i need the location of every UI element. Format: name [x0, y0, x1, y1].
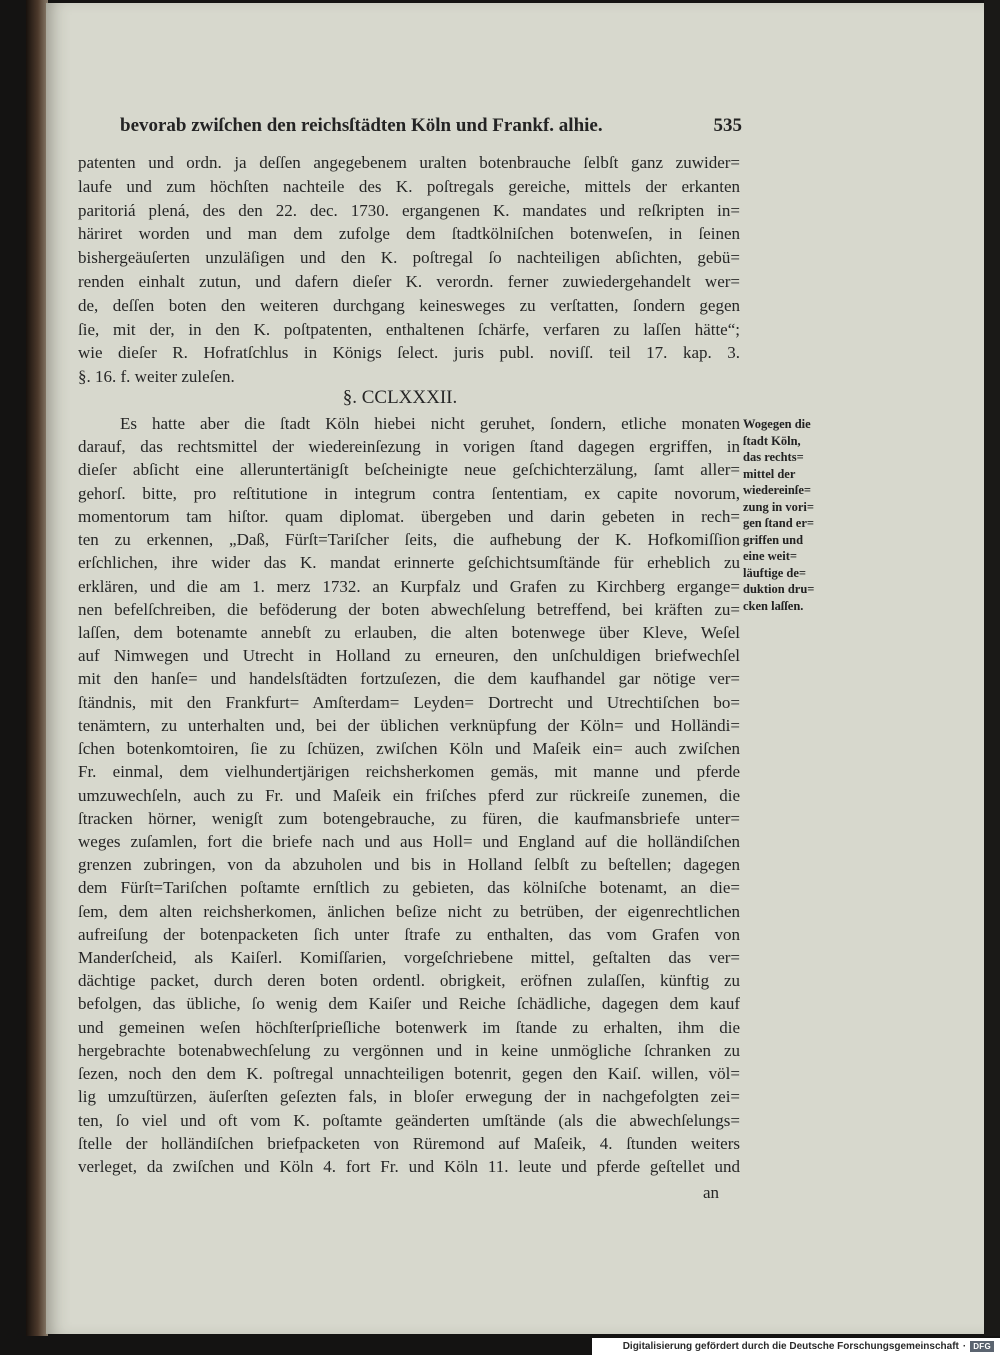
dfg-logo-icon: DFG [970, 1341, 994, 1352]
text-line: weges zuſamlen, fort die briefe nach und aus Holl= und England auf die holländiſchen [78, 831, 740, 851]
text-line: ſem, dem alten reichsherkomen, änlichen beſize nicht zu betrüben, der eigenrechtlichen [78, 901, 740, 921]
text-line: grenzen zubringen, von da abzuholen und bis in Holland ſelbſt zu beſtellen; dagegen [78, 855, 740, 875]
text-line: bishergeäuſerten unzuläſigen und den K. poſtregal ſo nachteiligen abſichten, gebü= [78, 248, 740, 268]
text-line: §. 16. f. weiter zuleſen. [78, 367, 235, 387]
text-line: Es hatte aber die ſtadt Köln hiebei nicht geruhet, ſondern, etliche monaten [120, 414, 740, 433]
text-line: ſchen botenkomtoiren, ſie zu ſchüzen, zwiſchen Köln und Maſeik ein= auch zwiſchen [78, 739, 740, 759]
text-line: dächtige packet, durch deren boten ordentl. obrigkeit, eröfnen zulaſſen, künftig zu [78, 971, 740, 991]
text-line: laſſen, dem botenamte annebſt zu erlauben, die alten botenwege über Kleve, Weſel [78, 622, 740, 642]
text-line: ten, ſo viel und oft vom K. poſtamte geänderten umſtände (als die abwechſelungs= [78, 1110, 740, 1130]
text-line: ſtelle der holländiſchen briefpacketen von Rüremond auf Maſeik, 4. ſtunden weiters [78, 1133, 740, 1153]
margin-note-line: griffen und [743, 532, 804, 547]
text-line: renden einhalt zutun, und dafern dieſer K. verordn. ferner zuwiedergehandelt wer= [78, 271, 740, 291]
margin-note-line: ſtadt Köln, [743, 433, 801, 448]
text-line: tenämtern, zu unterhalten und, bei der üblichen verknüpfung der Köln= und Holländi= [78, 715, 740, 735]
text-line: mit den hanſe= und handelsſtädten fortzuſezen, die dem kaufhandel gar nötige ver= [78, 669, 740, 689]
text-line: paritoriá plená, des den 22. dec. 1730. ergangenen K. mandates und reſkripten in= [78, 200, 740, 220]
text-line: ſie, mit der, in den K. poſtpatenten, enthaltenen ſchärfe, verfaren zu laſſen hätte“; [78, 319, 740, 339]
text-line: Fr. einmal, dem vielhundertjärigen reichsherkomen gemäs, mit manne und pferde [78, 762, 740, 782]
page-number: 535 [713, 115, 742, 136]
text-line: hergebrachte botenabwechſelung zu vergönnen und in keine unmögliche ſchranken zu [78, 1040, 740, 1060]
text-line: lig umzuſtürzen, äuſerſten geſezten fals, in bloſer erwegung der in nachgefolgten zei= [78, 1087, 740, 1107]
continued-text-block [78, 151, 740, 389]
text-line: erſchlichen, ihre wider das K. mandat erinnerte geſchichtsumſtände für erheblich zu [78, 553, 740, 573]
text-line: ſtändnis, mit den Frankfurt= Amſterdam= Leyden= Dortrecht und Utrechtiſchen bo= [78, 692, 740, 712]
running-head [120, 112, 742, 140]
text-line: patenten und ordn. ja deſſen angegebenem uralten botenbrauche ſelbſt ganz zuwider= [78, 153, 740, 172]
text-line: häriret worden und man dem zufolge dem ſtadtkölniſchen botenweſen, in ſeinen [78, 224, 740, 244]
credit-separator: · [962, 1341, 967, 1352]
digitization-credit [592, 1338, 1000, 1355]
margin-note-line: läuftige de= [743, 565, 807, 580]
margin-note-line: mittel der [743, 466, 796, 481]
text-line: und gemeinen weſen höchſterſprieſliche botenwerk im ſtande zu erhalten, ihm die [78, 1017, 740, 1037]
text-line: erklären, und die am 1. merz 1732. an Kurpfalz und Grafen zu Kirchberg ergange= [78, 576, 740, 596]
text-line: auf Nimwegen und Utrecht in Holland zu erneuren, den unſchuldigen briefwechſel [78, 646, 740, 666]
margin-note-line: duktion dru= [743, 582, 815, 596]
text-line: dieſer abſicht eine alleruntertänigſt beſcheinigte neue geſchichterzälung, ſamt aller= [78, 460, 740, 480]
text-line: dem Fürſt=Tariſchen poſtamte ernſtlich zu gebieten, das kölniſche botenamt, an die= [78, 878, 740, 898]
margin-note-line: Wogegen die [743, 417, 811, 431]
text-line: umzuwechſeln, auch zu Fr. und Maſeik ein friſches pferd zur rückreiſe zunemen, die [78, 785, 740, 805]
margin-note-line: eine weit= [743, 549, 797, 563]
text-line: darauf, das rechtsmittel der wiedereinſezung in vorigen ſtand dagegen ergriffen, in [78, 437, 740, 457]
section-paragraph [78, 412, 740, 1178]
text-line: momentorum tam hiſtor. quam diplomat. übergeben und darin gebeten in rech= [78, 506, 740, 526]
running-head-title: bevorab zwiſchen den reichsſtädten Köln und Frankf. alhie. [120, 115, 603, 136]
text-line: wie dieſer R. Hofratſchlus in Königs ſelect. juris publ. noviſſ. teil 17. kap. 3. [78, 343, 740, 363]
text-line: ſtracken hörner, wenigſt zum botengebrauche, zu füren, die kaufmansbriefe unter= [78, 808, 740, 828]
margin-note-line: das rechts= [743, 450, 804, 464]
margin-note-line: gen ſtand er= [743, 516, 815, 530]
text-line: ten zu erkennen, „Daß, Fürſt=Tariſcher ſeits, die aufhebung der K. Hofkomiſſion [78, 530, 740, 550]
text-line: verleget, da zwiſchen und Köln 4. fort Fr. und Köln 11. leute und pferde geſtellet und [78, 1157, 740, 1176]
catchword: an [703, 1183, 720, 1202]
text-line: gehorſ. bitte, pro reſtitutione in integrum contra ſententiam, ex capite novorum, [78, 483, 740, 503]
margin-note-line: wiedereinſe= [743, 483, 811, 497]
text-line: laufe und zum höchſten nachteile des K. poſtregals gereiche, mittels der erkanten [78, 176, 740, 196]
scan-border-right [984, 0, 1000, 1336]
text-line: aufreiſung der botenpacketen ſich unter ſtrafe zu enthalten, das vom Grafen von [78, 924, 740, 944]
scan-border-left [26, 0, 48, 1336]
margin-note [743, 416, 833, 614]
text-line: de, deſſen boten den weiteren durchgang keinesweges zu verſtatten, ſondern gegen [78, 295, 740, 315]
text-line: ſezen, noch den dem K. poſtregal unnachteiligen botenrit, gegen den Kaiſ. willen, völ= [78, 1064, 740, 1084]
section-heading: §. CCLXXXII. [342, 387, 458, 408]
text-line: befolgen, das übliche, ſo wenig dem Kaiſer und Reiche ſchädliche, dagegen dem kauf [78, 994, 740, 1014]
margin-note-line: cken laſſen. [743, 598, 804, 613]
text-line: Manderſcheid, als Kaiſerl. Komiſſarien, vorgeſchriebene mittel, geſtalten das ver= [78, 948, 740, 968]
margin-note-line: zung in vori= [743, 499, 815, 514]
credit-text: Digitalisierung gefördert durch die Deutsche Forschungsgemeinschaft [622, 1341, 959, 1352]
text-line: nen befelſchreiben, die beföderung der boten abwechſelung betreffend, bei kräften zu= [78, 599, 740, 619]
